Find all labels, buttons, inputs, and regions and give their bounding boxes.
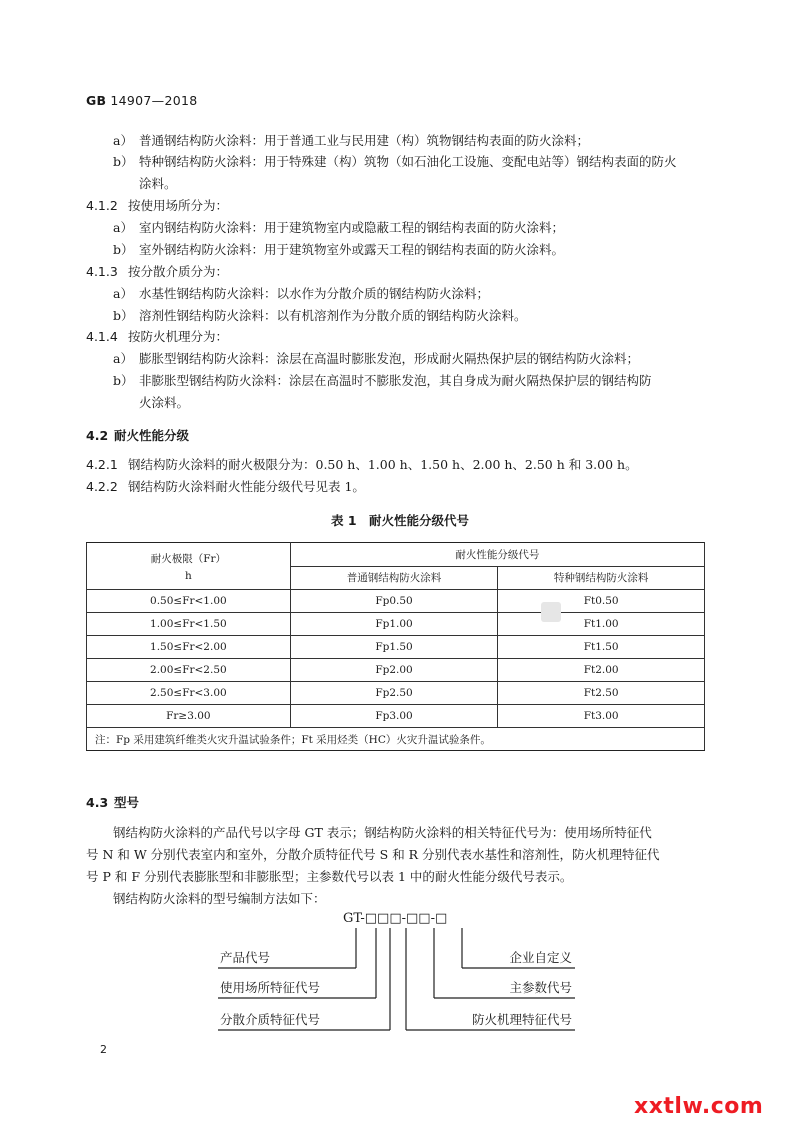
table-caption: 表 1 耐火性能分级代号 (330, 513, 470, 528)
table-header-cell: 普通钢结构防火涂料 (290, 566, 498, 590)
clause-4-1-4: 4.1.4 按防火机理分为： (86, 329, 229, 344)
list-item: a） 膨胀型钢结构防火涂料：涂层在高温时膨胀发泡，形成耐火隔热保护层的钢结构防火涂料； (113, 351, 640, 366)
diagram-label: 分散介质特征代号 (220, 1012, 321, 1027)
standard-code: GB (86, 93, 107, 108)
table-cell: 0.50≤Fr<1.00 (87, 590, 291, 613)
section-heading: 4.3 型号 (86, 795, 140, 810)
table-cell: Fp2.00 (290, 659, 498, 682)
paragraph-line: 钢结构防火涂料的型号编制方法如下： (113, 891, 326, 906)
clause-4-1-2: 4.1.2 按使用场所分为： (86, 198, 229, 213)
table-note: 注：Fp 采用建筑纤维类火灾升温试验条件；Ft 采用烃类（HC）火灾升温试验条件。 (87, 728, 705, 751)
list-item: a） 普通钢结构防火涂料：用于普通工业与民用建（构）筑物钢结构表面的防火涂料； (113, 133, 590, 148)
list-item-continuation: 涂料。 (139, 176, 177, 191)
table-cell: Ft1.50 (498, 636, 705, 659)
table-header-cell: 耐火极限（Fr） h (87, 543, 291, 590)
paragraph-line: 号 P 和 F 分别代表膨胀型和非膨胀型；主参数代号以表 1 中的耐火性能分级代号表示。 (86, 869, 573, 884)
clause-4-2-2: 4.2.2 钢结构防火涂料耐火性能分级代号见表 1。 (86, 479, 365, 494)
paragraph-line: 钢结构防火涂料的产品代号以字母 GT 表示；钢结构防火涂料的相关特征代号为：使用场所特征代 (113, 825, 652, 840)
table-cell: Ft1.00 (498, 613, 705, 636)
standard-number: 14907—2018 (110, 93, 198, 108)
list-item: a） 室内钢结构防火涂料：用于建筑物室内或隐蔽工程的钢结构表面的防火涂料； (113, 220, 565, 235)
page-number: 2 (100, 1043, 107, 1056)
list-item: a） 水基性钢结构防火涂料：以水作为分散介质的钢结构防火涂料； (113, 286, 490, 301)
model-code: GT-□□□-□□-□ (343, 911, 448, 926)
table-cell: Ft3.00 (498, 705, 705, 728)
table-cell: 1.50≤Fr<2.00 (87, 636, 291, 659)
list-item: b） 非膨胀型钢结构防火涂料：涂层在高温时不膨胀发泡，其自身成为耐火隔热保护层的钢结构防 (113, 373, 652, 388)
diagram-label: 防火机理特征代号 (471, 1012, 572, 1027)
paragraph-line: 号 N 和 W 分别代表室内和室外，分散介质特征代号 S 和 R 分别代表水基性和溶剂性，防火机理特征代 (86, 847, 660, 862)
table-cell: Fp3.00 (290, 705, 498, 728)
table-cell: Ft0.50 (498, 590, 705, 613)
diagram-label: 产品代号 (220, 950, 271, 965)
list-item: b） 特种钢结构防火涂料：用于特殊建（构）筑物（如石油化工设施、变配电站等）钢结构表面的防火 (113, 154, 677, 169)
table-cell: Fp1.00 (290, 613, 498, 636)
diagram-label: 主参数代号 (509, 980, 572, 995)
table-cell: Fp0.50 (290, 590, 498, 613)
table-cell: 2.00≤Fr<2.50 (87, 659, 291, 682)
table-cell: Fp2.50 (290, 682, 498, 705)
table-cell: 2.50≤Fr<3.00 (87, 682, 291, 705)
clause-4-1-3: 4.1.3 按分散介质分为： (86, 264, 229, 279)
list-item-continuation: 火涂料。 (139, 395, 190, 410)
section-heading: 4.2 耐火性能分级 (86, 428, 190, 443)
diagram-label: 使用场所特征代号 (220, 980, 321, 995)
clause-4-2-1: 4.2.1 钢结构防火涂料的耐火极限分为：0.50 h、1.00 h、1.50 h、2.00 h、2.50 h 和 3.00 h。 (86, 457, 638, 472)
list-item: b） 溶剂性钢结构防火涂料：以有机溶剂作为分散介质的钢结构防火涂料。 (113, 308, 527, 323)
table-cell: Fp1.50 (290, 636, 498, 659)
table-header-cell: 耐火性能分级代号 (290, 543, 704, 567)
table-cell: 1.00≤Fr<1.50 (87, 613, 291, 636)
list-item: b） 室外钢结构防火涂料：用于建筑物室外或露天工程的钢结构表面的防火涂料。 (113, 242, 565, 257)
watermark-logo: xxtlw.com (634, 1094, 764, 1119)
table-cell: Fr≥3.00 (87, 705, 291, 728)
diagram-label: 企业自定义 (509, 950, 572, 965)
table-header-cell: 特种钢结构防火涂料 (498, 566, 705, 590)
table-cell: Ft2.00 (498, 659, 705, 682)
table-cell: Ft2.50 (498, 682, 705, 705)
